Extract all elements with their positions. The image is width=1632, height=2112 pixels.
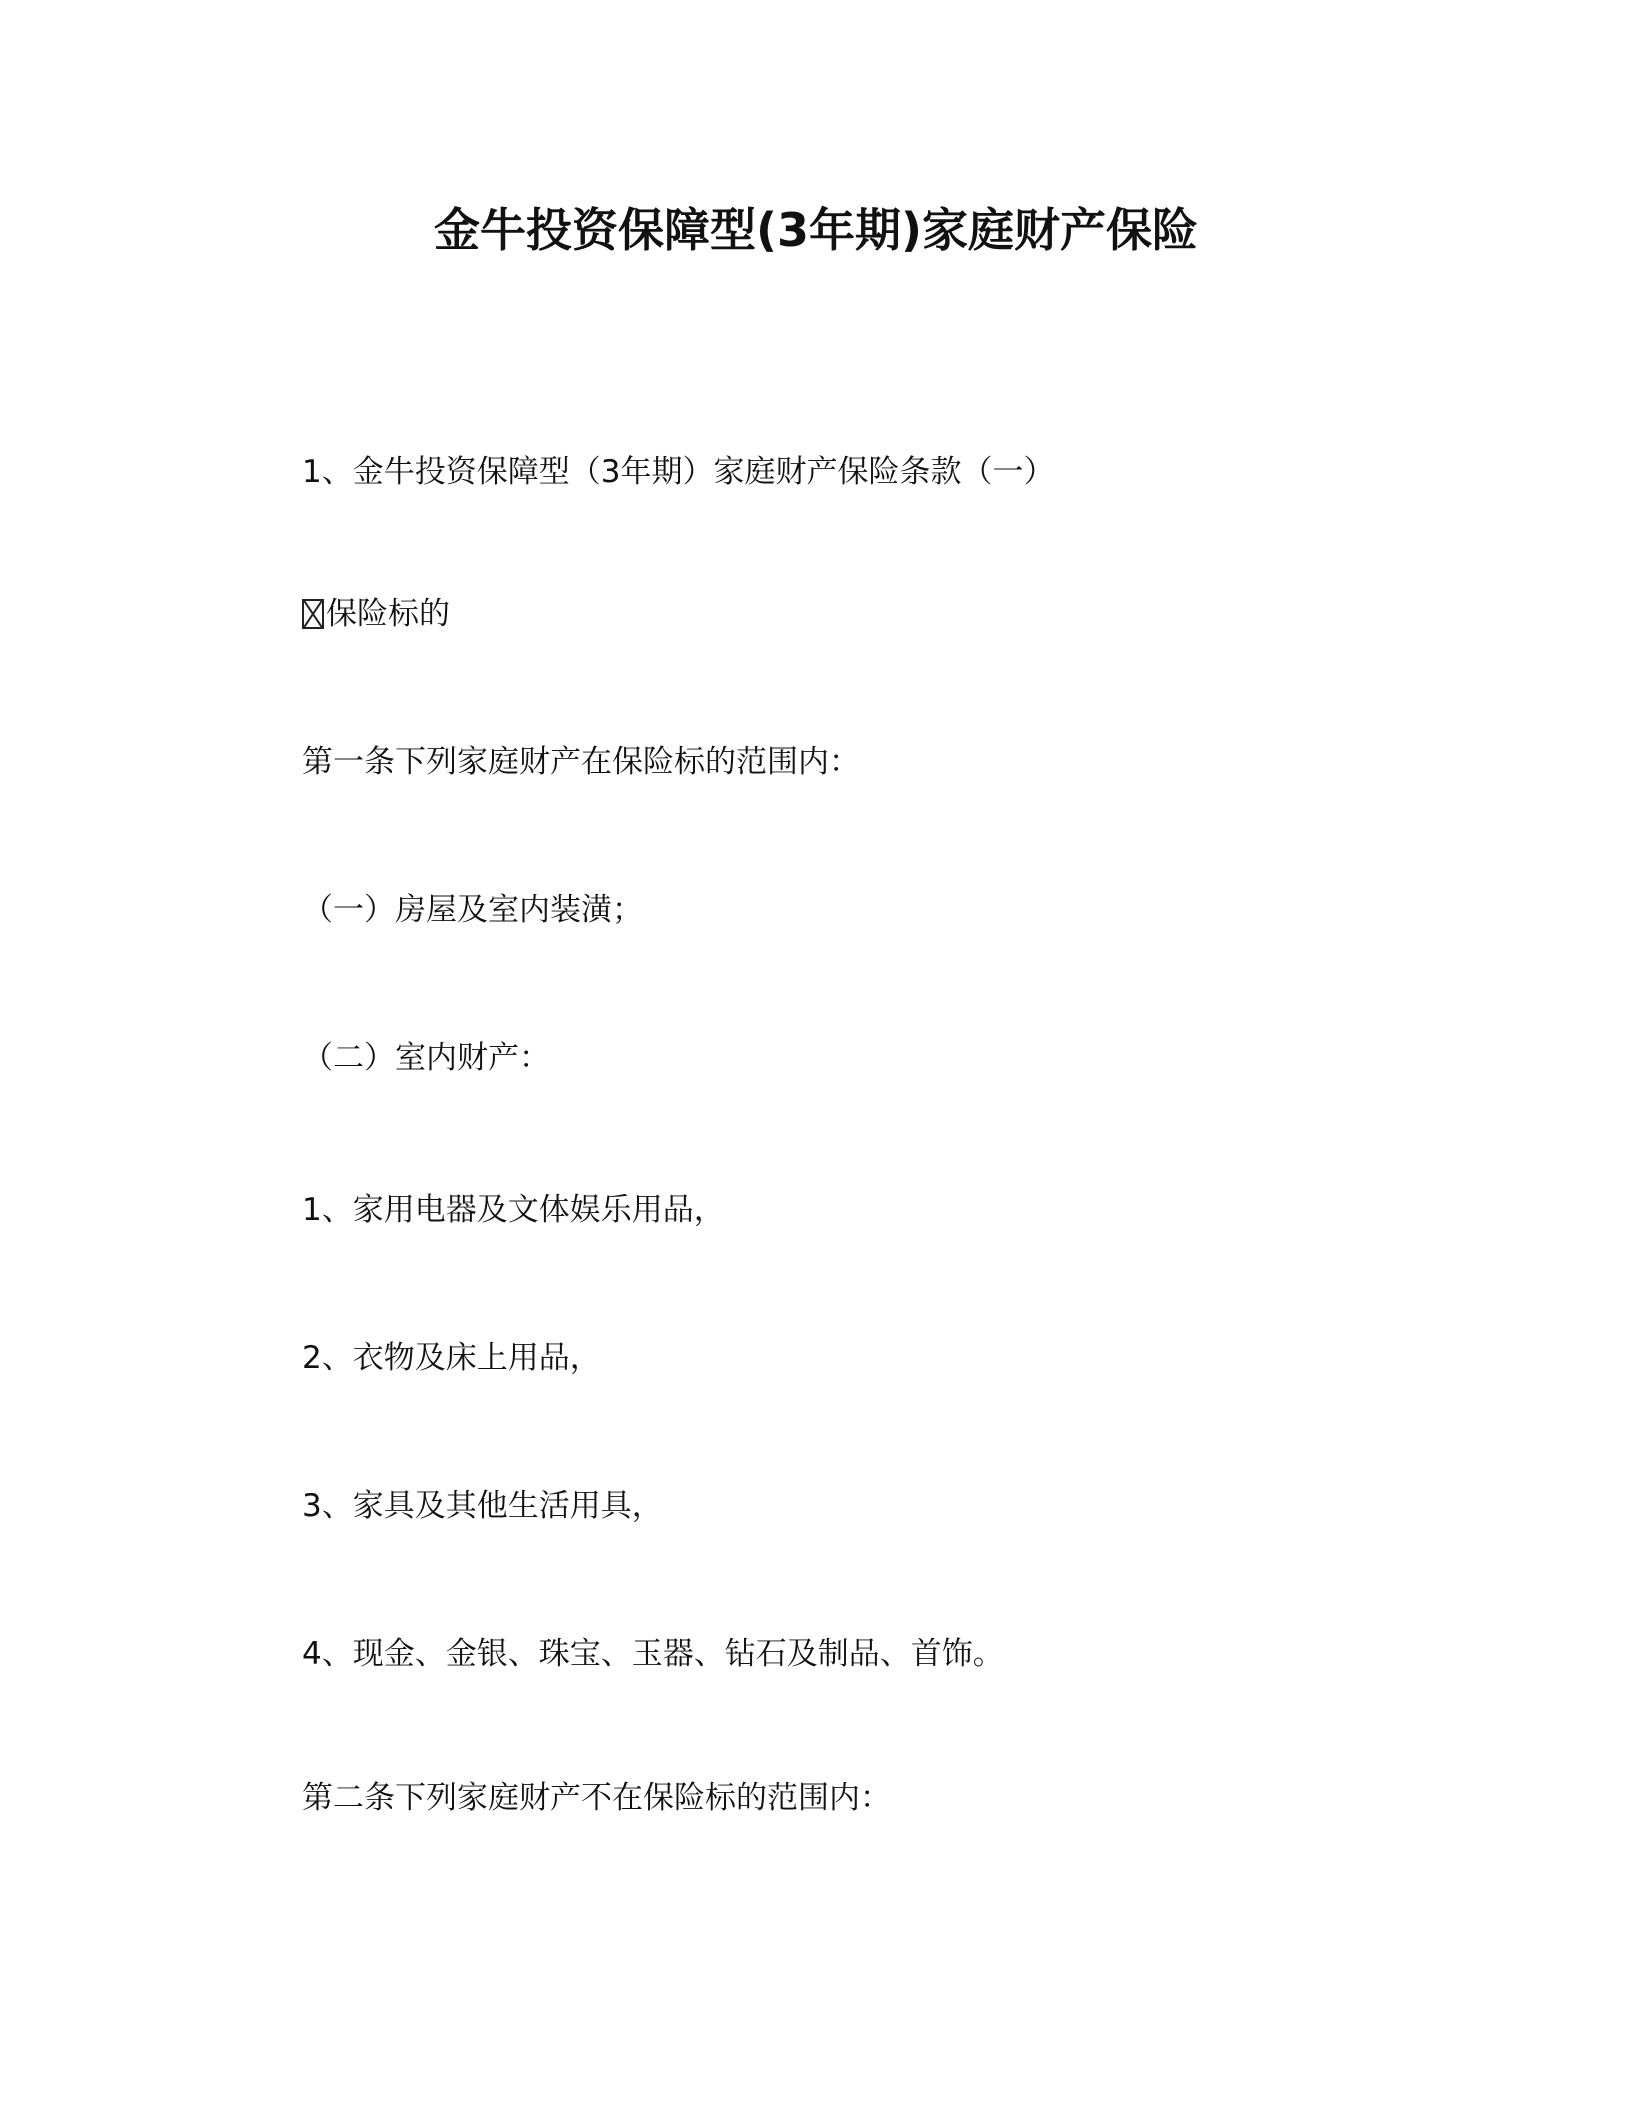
section-subject-label: 保险标的 bbox=[326, 596, 450, 632]
missing-glyph-box-icon bbox=[302, 599, 324, 629]
sub-list-item-4: 4、现金、金银、珠宝、玉器、钻石及制品、首饰。 bbox=[302, 1636, 1004, 1672]
document-title: 金牛投资保障型(3年期)家庭财产保险 bbox=[433, 203, 1199, 257]
sub-list-item-1: 1、家用电器及文体娱乐用品， bbox=[302, 1192, 725, 1228]
list-item-1: （一）房屋及室内装潢； bbox=[302, 892, 643, 928]
section-subject bbox=[302, 592, 450, 636]
article-2: 第二条下列家庭财产不在保险标的范围内： bbox=[302, 1780, 891, 1816]
list-item-2: （二）室内财产： bbox=[302, 1040, 550, 1076]
sub-list-item-2: 2、衣物及床上用品， bbox=[302, 1340, 601, 1376]
sub-list-item-3: 3、家具及其他生活用具， bbox=[302, 1488, 663, 1524]
article-1: 第一条下列家庭财产在保险标的范围内： bbox=[302, 744, 860, 780]
clause-heading: 1、金牛投资保障型（3年期）家庭财产保险条款（一） bbox=[302, 454, 1055, 490]
